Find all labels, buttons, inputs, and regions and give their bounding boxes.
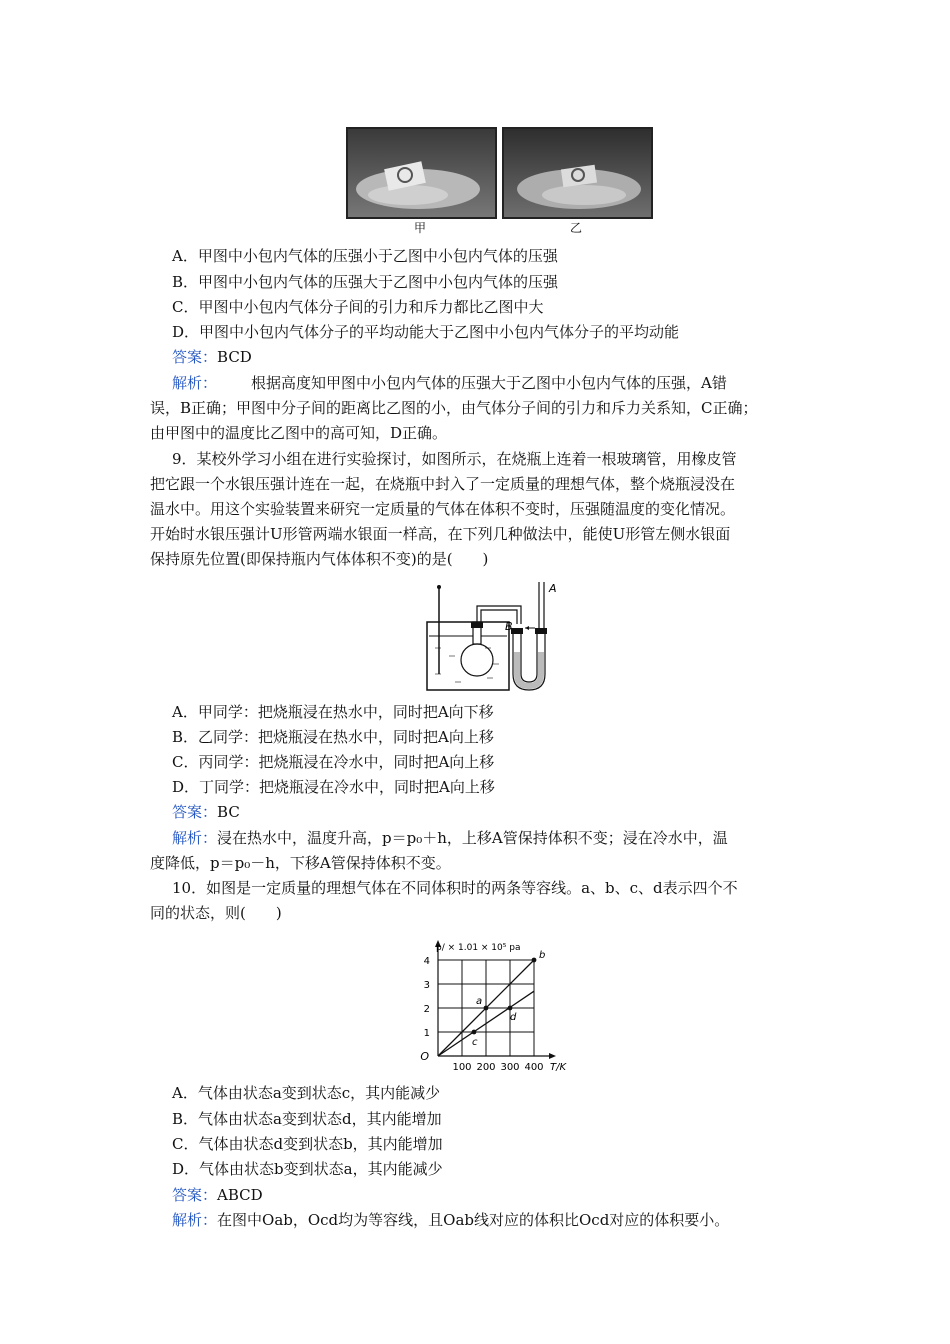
q9-option-d: D．丁同学：把烧瓶浸在冷水中，同时把A向上移 xyxy=(172,778,495,796)
answer-label: 答案： xyxy=(172,803,218,821)
x-tick-label: 300 xyxy=(500,1062,520,1073)
answer-value: BC xyxy=(217,803,240,821)
apparatus-diagram xyxy=(425,578,565,694)
x-axis-arrow xyxy=(549,1053,556,1059)
q10-stem-line-1: 10．如图是一定质量的理想气体在不同体积时的两条等容线。a、b、c、d表示四个不 xyxy=(172,879,738,897)
label-b: B xyxy=(505,620,513,633)
state-label-d: d xyxy=(510,1012,517,1023)
q9-option-b: B．乙同学：把烧瓶浸在热水中，同时把A向上移 xyxy=(172,728,494,746)
state-label-b: b xyxy=(539,950,546,961)
y-tick-label: 2 xyxy=(423,1004,430,1015)
explanation-text: 浸在热水中，温度升高，p＝p₀＋h，上移A管保持体积不变；浸在冷水中，温 xyxy=(217,829,728,847)
answer-value: ABCD xyxy=(217,1186,263,1204)
q9-explanation-line-2: 度降低，p＝p₀－h，下移A管保持体积不变。 xyxy=(150,854,451,872)
q10-option-c: C．气体由状态d变到状态b，其内能增加 xyxy=(172,1135,443,1153)
y-tick-label: 4 xyxy=(423,956,430,967)
q8-option-a: A．甲图中小包内气体的压强小于乙图中小包内气体的压强 xyxy=(172,247,558,265)
x-tick-label: 400 xyxy=(524,1062,544,1073)
q9-option-a: A．甲同学：把烧瓶浸在热水中，同时把A向下移 xyxy=(172,703,494,721)
q9-stem-line-2: 把它跟一个水银压强计连在一起，在烧瓶中封入了一定质量的理想气体，整个烧瓶浸没在 xyxy=(150,475,736,493)
answer-label: 答案： xyxy=(172,1186,218,1204)
explanation-text: 根据高度知甲图中小包内气体的压强大于乙图中小包内气体的压强，A错 xyxy=(251,374,727,392)
state-point-c xyxy=(472,1030,477,1035)
y-axis-label: p/ × 1.01 × 10⁵ pa xyxy=(436,943,521,953)
label-a: A xyxy=(549,582,557,595)
state-point-b xyxy=(532,958,537,963)
explanation-text: 在图中Oab，Ocd均为等容线，且Oab线对应的体积比Ocd对应的体积要小。 xyxy=(217,1211,730,1229)
q8-option-c: C．甲图中小包内气体分子间的引力和斥力都比乙图中大 xyxy=(172,298,544,316)
q9-stem-line-1: 9．某校外学习小组在进行实验探讨，如图所示，在烧瓶上连着一根玻璃管，用橡皮管 xyxy=(172,450,737,468)
isochore-chart xyxy=(412,938,567,1078)
x-tick-label: 100 xyxy=(452,1062,472,1073)
x-tick-label: 200 xyxy=(476,1062,496,1073)
state-point-a xyxy=(484,1006,489,1011)
x-axis-label: T/K xyxy=(550,1062,567,1073)
q8-explanation-line-1 xyxy=(172,373,727,393)
q9-answer xyxy=(172,802,240,822)
state-label-c: c xyxy=(472,1037,478,1048)
q8-option-d: D．甲图中小包内气体分子的平均动能大于乙图中小包内气体分子的平均动能 xyxy=(172,323,680,341)
answer-label: 答案： xyxy=(172,348,218,366)
photo-yi xyxy=(502,127,653,219)
q9-explanation-line-1 xyxy=(172,828,728,848)
q9-stem-line-3: 温水中。用这个实验装置来研究一定质量的气体在体积不变时，压强随温度的变化情况。 xyxy=(150,500,736,518)
q8-answer xyxy=(172,347,252,367)
q10-stem-line-2: 同的状态，则( ) xyxy=(150,904,282,922)
q9-option-c: C．丙同学：把烧瓶浸在冷水中，同时把A向上移 xyxy=(172,753,495,771)
caption-jia: 甲 xyxy=(414,221,427,235)
q10-explanation xyxy=(172,1210,729,1230)
q10-option-a: A．气体由状态a变到状态c，其内能减少 xyxy=(172,1084,441,1102)
caption-yi: 乙 xyxy=(570,221,583,235)
q10-answer xyxy=(172,1185,263,1205)
q8-explanation-line-2: 误，B正确；甲图中分子间的距离比乙图的小，由气体分子间的引力和斥力关系知，C正确； xyxy=(150,399,758,417)
q10-option-b: B．气体由状态a变到状态d，其内能增加 xyxy=(172,1110,442,1128)
q8-explanation-line-3: 由甲图中的温度比乙图中的高可知，D正确。 xyxy=(150,424,448,442)
answer-value: BCD xyxy=(217,348,252,366)
state-point-d xyxy=(508,1006,513,1011)
origin-label: O xyxy=(420,1050,429,1063)
photo-jia xyxy=(346,127,497,219)
explanation-label: 解析： xyxy=(172,1211,218,1229)
q8-option-b: B．甲图中小包内气体的压强大于乙图中小包内气体的压强 xyxy=(172,273,559,291)
y-tick-label: 1 xyxy=(423,1028,430,1039)
q9-stem-line-4: 开始时水银压强计U形管两端水银面一样高，在下列几种做法中，能使U形管左侧水银面 xyxy=(150,525,731,543)
q10-option-d: D．气体由状态b变到状态a，其内能减少 xyxy=(172,1160,443,1178)
state-label-a: a xyxy=(476,996,483,1007)
q9-stem-line-5: 保持原先位置(即保持瓶内气体体积不变)的是( ) xyxy=(150,550,489,568)
y-tick-label: 3 xyxy=(423,980,430,991)
explanation-label: 解析： xyxy=(172,829,218,847)
explanation-label: 解析： xyxy=(172,374,218,392)
